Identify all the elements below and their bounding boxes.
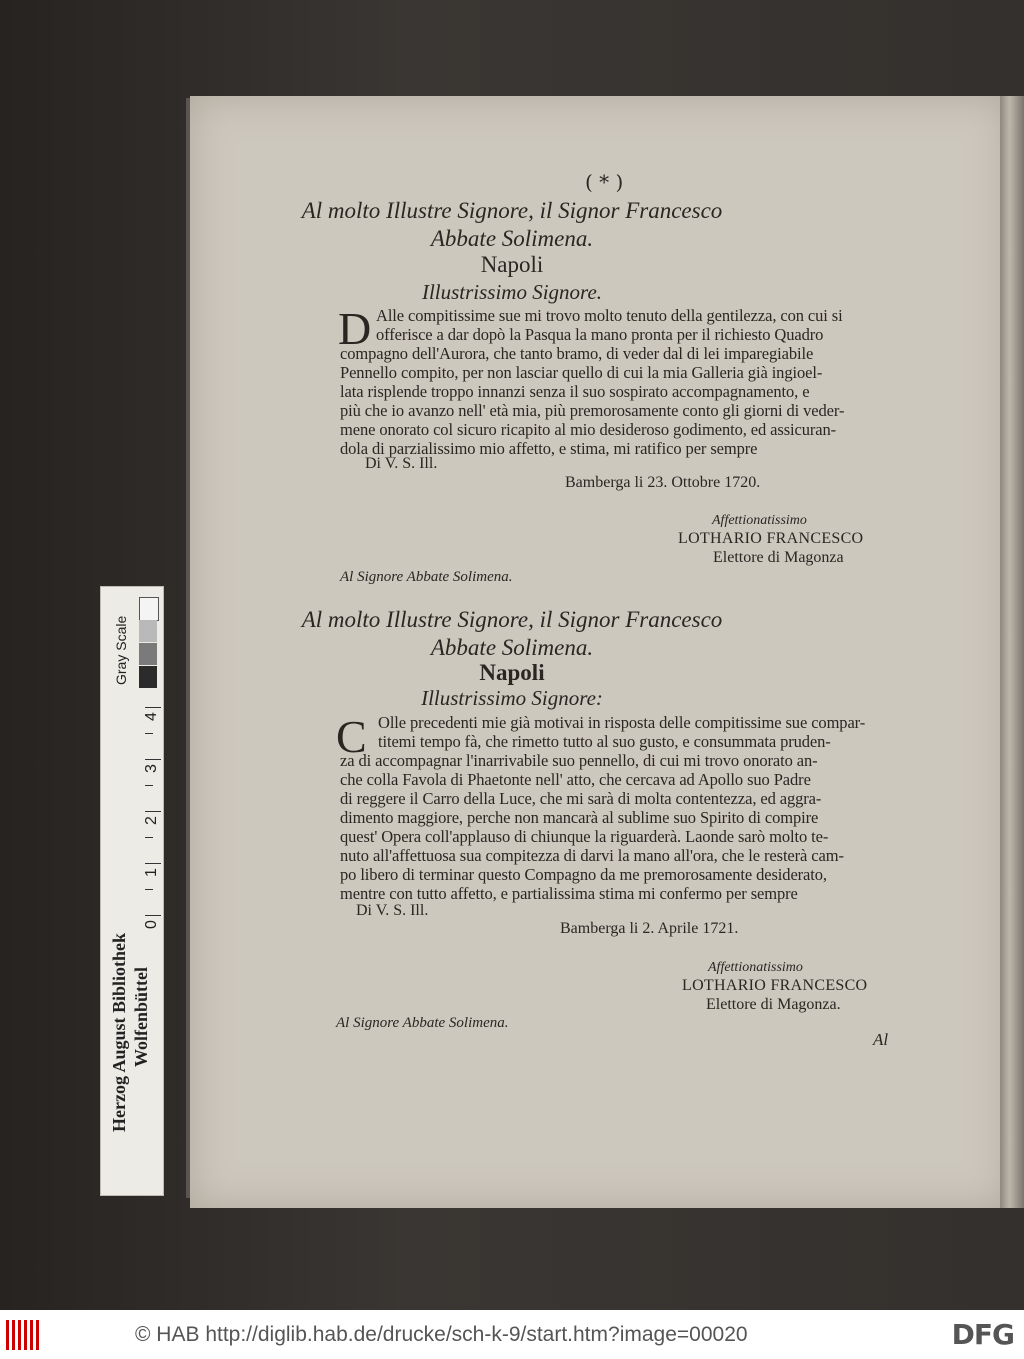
ruler-tick	[145, 785, 153, 786]
letter1-line: mene onorato col sicuro ricapito al mio desideroso godimento, ed assicuran-	[340, 420, 837, 439]
letter1-line: più che io avanzo nell' età mia, più premorosamente conto gli giorni di veder-	[340, 401, 845, 420]
letter2-signer: LOTHARIO FRANCESCO	[682, 977, 868, 994]
letter1-line: offerisce a dar dopò la Pasqua la mano pronta per il richiesto Quadro	[376, 325, 824, 344]
letter2-line: di reggere il Carro della Luce, che mi sarà di molta contentezza, ed aggra-	[340, 789, 822, 808]
gray-swatch-4	[139, 666, 157, 688]
letter2-line: mentre con tutto affetto, e partialissima stima mi confermo per sempre	[340, 884, 798, 903]
letter1-salutation: Illustrissimo Signore.	[421, 280, 603, 304]
ruler-number: 4	[143, 712, 160, 721]
letter1-line: Alle compitissime sue mi trovo molto tenuto della gentilezza, con cui si	[376, 306, 843, 325]
letter1-place-date: Bamberga li 23. Ottobre 1720.	[565, 474, 761, 491]
copyright-link[interactable]: © HAB http://diglib.hab.de/drucke/sch-k-9/start.htm?image=00020	[135, 1323, 748, 1346]
letter1-line: compagno dell'Aurora, che tanto bramo, di veder dal di lei imparegiabile	[340, 344, 814, 363]
letter2-place-date: Bamberga li 2. Aprile 1721.	[560, 920, 739, 937]
letter1-line: lata risplende troppo innanzi senza il suo sospirato accompagnamento, e	[340, 382, 810, 401]
library-name-line1: Herzog August Bibliothek	[109, 932, 129, 1132]
gray-scale-label: Gray Scale	[113, 615, 129, 685]
ruler-tick	[145, 837, 153, 838]
gray-swatch-1	[139, 597, 159, 621]
letter1-line: Pennello compito, per non lasciar quello di cui la mia Galleria già ingioel-	[340, 363, 823, 382]
letter2-dropcap: C	[336, 711, 367, 762]
letter1-line: dola di parzialissimo mio affetto, e stima, mi ratifico per sempre	[340, 439, 758, 458]
letter1-title: Elettore di Magonza	[713, 549, 844, 566]
ruler-tick	[145, 915, 161, 916]
letter1-dropcap: D	[338, 303, 372, 354]
page-marker: ( * )	[585, 170, 624, 194]
letter2-line: nuto all'affettuosa sua compitezza di darvi la mano all'ora, che le resterà cam-	[340, 846, 844, 865]
letter1-closing: Di V. S. Ill.	[365, 455, 438, 472]
letter1-address-line2: Abbate Solimena.	[430, 226, 594, 251]
ruler-tick	[145, 759, 161, 760]
hab-logo-icon	[6, 1320, 42, 1350]
ruler-tick	[145, 889, 153, 890]
letter2-line: po libero di terminar questo Compagno da me premorosamente desiderato,	[340, 865, 827, 884]
ruler-tick	[145, 733, 153, 734]
ruler-tick	[145, 811, 161, 812]
catchword: Al	[873, 1030, 889, 1049]
letter2-line: Olle precedenti mie già motivai in risposta delle compitissime sue compar-	[378, 713, 866, 732]
dfg-logo: DFG	[951, 1318, 1014, 1351]
letter2-salutation: Illustrissimo Signore:	[421, 686, 603, 710]
library-name-line2: Wolfenbüttel	[131, 966, 151, 1067]
letter1-affection: Affettionatissimo	[712, 513, 807, 528]
letter2-title: Elettore di Magonza.	[706, 996, 841, 1013]
ruler-tick	[145, 707, 161, 708]
gray-swatch-2	[139, 620, 157, 642]
letter1-footnote: Al Signore Abbate Solimena.	[340, 569, 513, 585]
letter2-address-line2: Abbate Solimena.	[430, 635, 594, 660]
ruler-number: 0	[143, 920, 160, 929]
letter2-line: dimento maggiore, perche non mancarà al sublime suo Spirito di compire	[340, 808, 819, 827]
gray-swatch-3	[139, 643, 157, 665]
ruler-tick	[145, 863, 161, 864]
letter1-signer: LOTHARIO FRANCESCO	[678, 530, 864, 547]
letter2-closing: Di V. S. Ill.	[356, 902, 429, 919]
letter1-address-line1: Al molto Illustre Signore, il Signor Francesco	[301, 198, 723, 223]
ruler-number: 1	[143, 868, 160, 877]
letter2-address-line1: Al molto Illustre Signore, il Signor Francesco	[301, 607, 723, 632]
ruler-number: 3	[143, 764, 160, 773]
scale-ruler	[100, 586, 164, 1196]
letter2-footnote: Al Signore Abbate Solimena.	[336, 1015, 509, 1031]
letter2-line: quest' Opera coll'applauso di chiunque la riguarderà. Laonde sarò molto te-	[340, 827, 829, 846]
letter2-line: za di accompagnar l'inarrivabile suo pennello, di cui mi trovo onorato an-	[340, 751, 818, 770]
ruler-number: 2	[143, 816, 160, 825]
letter1-city: Napoli	[480, 252, 544, 277]
footer-bar	[0, 1310, 1024, 1359]
letter2-line: titemi tempo fà, che rimetto tutto al suo gusto, e consummata pruden-	[378, 732, 831, 751]
letter2-city: Napoli	[479, 660, 545, 685]
letter2-line: che colla Favola di Phaetonte nell' atto, che cercava ad Apollo suo Padre	[340, 770, 811, 789]
letter2-affection: Affettionatissimo	[708, 960, 803, 975]
